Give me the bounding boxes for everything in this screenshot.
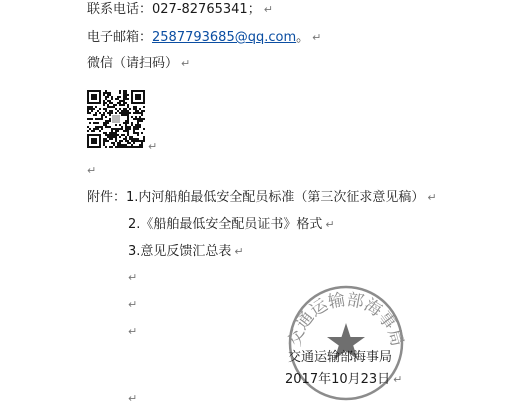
signature-date: 2017年10月23日 bbox=[285, 372, 391, 387]
paragraph-mark: ↵ bbox=[87, 164, 97, 177]
phone-number: 027-82765341； bbox=[152, 2, 261, 17]
attachment-line-1 bbox=[87, 190, 437, 206]
paragraph-mark: ↵ bbox=[393, 373, 403, 386]
paragraph-mark: ↵ bbox=[181, 57, 191, 70]
paragraph-mark: ↵ bbox=[148, 140, 158, 153]
email-link[interactable]: 2587793685@qq.com bbox=[152, 30, 297, 45]
paragraph-mark: ↵ bbox=[128, 298, 138, 311]
paragraph-mark: ↵ bbox=[325, 218, 335, 231]
paragraph-mark: ↵ bbox=[234, 245, 244, 258]
paragraph-mark: ↵ bbox=[427, 191, 437, 204]
phone-line bbox=[87, 2, 273, 18]
wechat-label: 微信（请扫码） bbox=[87, 56, 179, 71]
email-line bbox=[87, 30, 321, 46]
wechat-qr-code-image bbox=[87, 90, 145, 148]
seal-lettering: 交通运输部海事局 bbox=[284, 289, 408, 349]
attachment-line-3 bbox=[128, 244, 244, 260]
attachment-line-2 bbox=[128, 217, 335, 233]
paragraph-mark: ↵ bbox=[263, 3, 273, 16]
paragraph-mark: ↵ bbox=[128, 271, 138, 284]
paragraph-mark: ↵ bbox=[128, 392, 138, 405]
phone-label: 联系电话： bbox=[87, 2, 153, 17]
attachment-item: 1.内河船舶最低安全配员标准（第三次征求意见稿） bbox=[126, 190, 425, 205]
attachment-item: 3.意见反馈汇总表 bbox=[128, 244, 232, 259]
email-label: 电子邮箱： bbox=[87, 30, 153, 45]
attachments-label: 附件： bbox=[87, 190, 127, 205]
paragraph-mark: ↵ bbox=[312, 31, 322, 44]
wechat-line bbox=[87, 56, 190, 72]
signature-org: 交通运输部海事局 bbox=[288, 350, 393, 365]
email-end: 。 bbox=[296, 30, 310, 45]
attachment-item: 2.《船舶最低安全配员证书》格式 bbox=[128, 217, 323, 232]
signature-date-line bbox=[285, 368, 402, 387]
paragraph-mark: ↵ bbox=[128, 325, 138, 338]
